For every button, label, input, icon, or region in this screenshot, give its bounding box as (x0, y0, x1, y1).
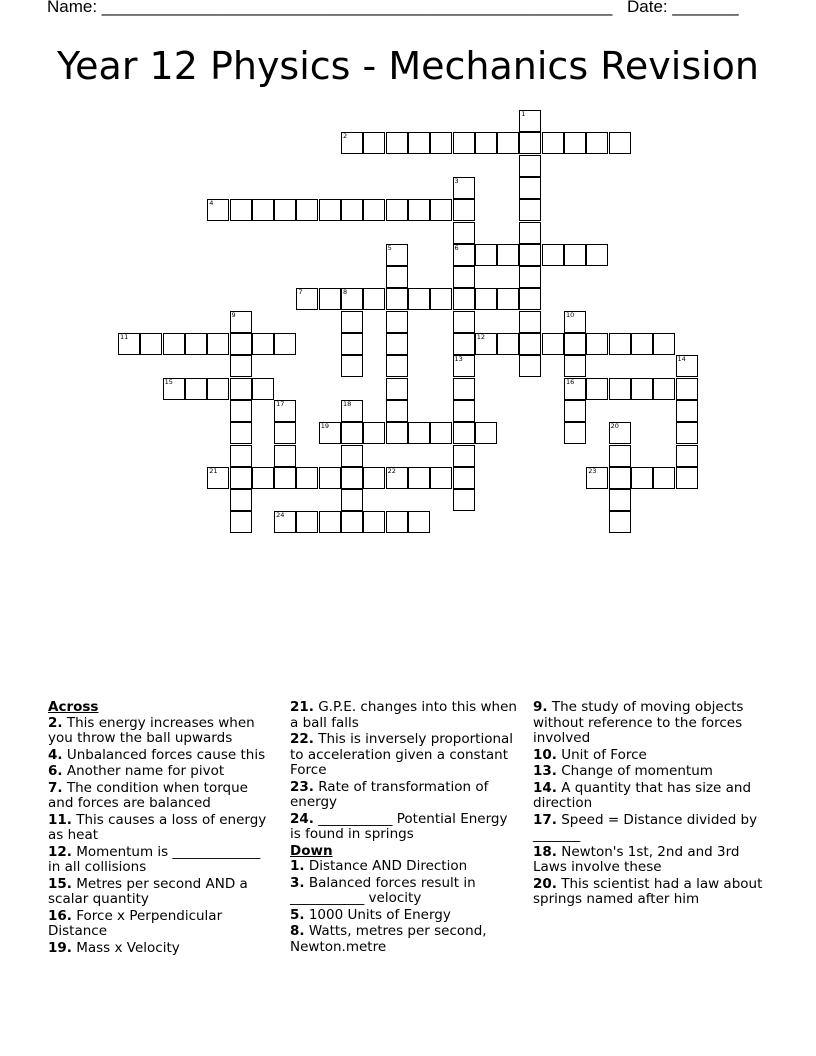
grid-cell[interactable] (631, 378, 653, 400)
grid-cell[interactable] (296, 511, 318, 533)
grid-cell[interactable] (631, 467, 653, 489)
grid-cell[interactable] (519, 222, 541, 244)
grid-cell[interactable] (475, 244, 497, 266)
cell-number: 21 (209, 466, 218, 475)
cell-number: 10 (566, 310, 575, 319)
cell-number: 12 (476, 333, 486, 341)
grid-cell[interactable] (497, 132, 519, 154)
cell-number: 13 (454, 355, 463, 364)
grid-cell[interactable] (296, 199, 318, 221)
date-field-label: Date: _______ (627, 0, 739, 16)
grid-cell[interactable] (453, 422, 475, 444)
grid-cell[interactable] (252, 199, 274, 221)
cell-number: 23 (588, 466, 597, 475)
grid-cell[interactable] (363, 288, 385, 310)
grid-cell[interactable] (453, 311, 475, 333)
grid-cell[interactable] (341, 355, 363, 377)
clue-across-4: 4. Unbalanced forces cause this (48, 746, 266, 763)
grid-cell[interactable] (363, 422, 385, 444)
cell-number: 18 (343, 399, 352, 408)
name-field-label: Name: ______________________________________________________ (47, 0, 613, 16)
grid-cell[interactable] (676, 445, 698, 467)
clue-down-10: 10. Unit of Force (533, 746, 647, 763)
grid-cell[interactable] (631, 333, 653, 355)
grid-cell[interactable] (519, 244, 541, 266)
grid-cell[interactable] (453, 266, 475, 288)
grid-cell[interactable] (230, 511, 252, 533)
grid-cell[interactable] (386, 288, 408, 310)
clue-down-13: 13. Change of momentum (533, 763, 713, 779)
grid-cell[interactable] (341, 333, 363, 355)
clue-across-16: 16. Force x Perpendicular Distance (48, 907, 223, 939)
grid-cell[interactable] (386, 199, 408, 221)
grid-cell[interactable] (386, 511, 408, 533)
clue-down-8: 8. Watts, metres per second, Newton.metre (290, 923, 487, 955)
grid-cell[interactable] (453, 445, 475, 467)
grid-cell[interactable] (230, 467, 252, 489)
cell-number: 1 (521, 110, 526, 118)
grid-cell[interactable] (609, 467, 631, 489)
grid-cell[interactable] (230, 333, 252, 355)
grid-cell[interactable] (408, 422, 430, 444)
grid-cell[interactable] (519, 155, 541, 177)
cell-number: 3 (454, 176, 459, 185)
grid-cell[interactable] (430, 199, 452, 221)
grid-cell[interactable] (386, 378, 408, 400)
grid-cell[interactable] (408, 511, 430, 533)
grid-cell[interactable] (453, 288, 475, 310)
grid-cell[interactable] (430, 288, 452, 310)
grid-cell[interactable] (653, 378, 675, 400)
grid-cell[interactable] (230, 422, 252, 444)
grid-cell[interactable] (207, 378, 229, 400)
grid-cell[interactable] (185, 378, 207, 400)
grid-cell[interactable] (430, 422, 452, 444)
grid-cell[interactable] (408, 467, 430, 489)
grid-cell[interactable] (386, 422, 408, 444)
grid-cell[interactable] (676, 378, 698, 400)
grid-cell[interactable] (274, 445, 296, 467)
cell-number: 19 (320, 422, 329, 431)
grid-cell[interactable] (453, 333, 475, 355)
cell-number: 8 (343, 288, 348, 297)
grid-cell[interactable] (230, 445, 252, 467)
grid-cell[interactable] (609, 132, 631, 154)
cell-number: 22 (387, 466, 396, 475)
clue-across-12: 12. Momentum is _____________ in all collisions (48, 843, 261, 875)
grid-cell[interactable] (564, 400, 586, 422)
grid-cell[interactable] (609, 489, 631, 511)
grid-cell[interactable] (163, 333, 185, 355)
grid-cell[interactable] (274, 467, 296, 489)
grid-cell[interactable] (564, 378, 586, 400)
clue-across-19: 19. Mass x Velocity (48, 939, 180, 956)
grid-cell[interactable] (408, 199, 430, 221)
grid-cell[interactable] (453, 355, 475, 377)
grid-cell[interactable] (564, 422, 586, 444)
clue-across-21: 21. G.P.E. changes into this when a ball falls (290, 699, 517, 731)
clue-across-24: 24. ___________ Potential Energy is found in springs (290, 810, 508, 842)
grid-cell[interactable] (296, 467, 318, 489)
grid-cell[interactable] (519, 355, 541, 377)
grid-cell[interactable] (475, 132, 497, 154)
grid-cell[interactable] (274, 333, 296, 355)
grid-cell[interactable] (453, 199, 475, 221)
grid-cell[interactable] (609, 333, 631, 355)
grid-cell[interactable] (497, 288, 519, 310)
clue-across-23: 23. Rate of transformation of energy (290, 778, 489, 810)
grid-cell[interactable] (519, 132, 541, 154)
grid-cell[interactable] (230, 400, 252, 422)
cell-number: 24 (276, 511, 285, 520)
cell-number: 11 (120, 333, 129, 341)
grid-cell[interactable] (230, 199, 252, 221)
grid-cell[interactable] (207, 199, 229, 221)
grid-cell[interactable] (586, 467, 608, 489)
grid-cell[interactable] (564, 311, 586, 333)
cell-number: 2 (343, 132, 348, 141)
clue-down-3: 3. Balanced forces result in ___________ velocity (290, 874, 476, 906)
grid-cell[interactable] (609, 378, 631, 400)
grid-cell[interactable] (386, 467, 408, 489)
grid-cell[interactable] (207, 333, 229, 355)
grid-cell[interactable] (341, 445, 363, 467)
grid-cell[interactable] (319, 467, 341, 489)
grid-cell[interactable] (653, 333, 675, 355)
grid-cell[interactable] (341, 511, 363, 533)
grid-cell[interactable] (341, 311, 363, 333)
grid-cell[interactable] (519, 199, 541, 221)
grid-cell[interactable] (653, 467, 675, 489)
grid-cell[interactable] (475, 422, 497, 444)
grid-cell[interactable] (586, 244, 608, 266)
grid-cell[interactable] (453, 467, 475, 489)
grid-cell[interactable] (519, 266, 541, 288)
cell-number: 14 (677, 355, 686, 364)
grid-cell[interactable] (519, 110, 541, 132)
grid-cell[interactable] (676, 467, 698, 489)
grid-cell[interactable] (453, 244, 475, 266)
grid-cell[interactable] (230, 489, 252, 511)
grid-cell[interactable] (542, 132, 564, 154)
grid-cell[interactable] (252, 378, 274, 400)
grid-cell[interactable] (453, 400, 475, 422)
grid-cell[interactable] (274, 511, 296, 533)
down-heading: Down (290, 842, 333, 859)
grid-cell[interactable] (118, 333, 140, 355)
clue-across-2: 2. This energy increases when you throw the ball upwards (48, 714, 255, 746)
clue-down-20: 20. This scientist had a law about springs named after him (533, 875, 763, 907)
grid-cell[interactable] (363, 199, 385, 221)
grid-cell[interactable] (230, 355, 252, 377)
grid-cell[interactable] (564, 244, 586, 266)
grid-cell[interactable] (341, 467, 363, 489)
grid-cell[interactable] (274, 422, 296, 444)
cell-number: 15 (164, 377, 173, 386)
grid-cell[interactable] (274, 400, 296, 422)
clue-column-3 (533, 700, 763, 909)
grid-cell[interactable] (386, 355, 408, 377)
grid-cell[interactable] (207, 467, 229, 489)
clue-across-11: 11. This causes a loss of energy as heat (48, 811, 267, 843)
grid-cell[interactable] (386, 132, 408, 154)
grid-cell[interactable] (408, 132, 430, 154)
clue-down-14: 14. A quantity that has size and direction (533, 779, 752, 811)
cell-number: 17 (276, 399, 285, 408)
grid-cell[interactable] (386, 244, 408, 266)
clue-down-1: 1. Distance AND Direction (290, 858, 468, 874)
grid-cell[interactable] (319, 422, 341, 444)
grid-cell[interactable] (252, 333, 274, 355)
page-title: Year 12 Physics - Mechanics Revision (56, 44, 760, 88)
grid-cell[interactable] (609, 422, 631, 444)
clue-down-9: 9. The study of moving objects without reference to the forces involved (533, 699, 744, 746)
grid-cell[interactable] (475, 333, 497, 355)
grid-cell[interactable] (564, 132, 586, 154)
grid-cell[interactable] (497, 333, 519, 355)
cell-number: 9 (231, 310, 236, 319)
grid-cell[interactable] (386, 333, 408, 355)
clue-across-6: 6. Another name for pivot (48, 763, 225, 779)
grid-cell[interactable] (542, 244, 564, 266)
grid-cell[interactable] (586, 378, 608, 400)
grid-cell[interactable] (609, 511, 631, 533)
grid-cell[interactable] (363, 467, 385, 489)
grid-cell[interactable] (453, 132, 475, 154)
grid-cell[interactable] (252, 467, 274, 489)
grid-cell[interactable] (341, 489, 363, 511)
grid-cell[interactable] (676, 355, 698, 377)
grid-cell[interactable] (475, 288, 497, 310)
grid-cell[interactable] (386, 311, 408, 333)
grid-cell[interactable] (341, 422, 363, 444)
grid-cell[interactable] (430, 467, 452, 489)
grid-cell[interactable] (341, 288, 363, 310)
grid-cell[interactable] (564, 333, 586, 355)
cell-number: 4 (209, 199, 214, 208)
cell-number: 20 (610, 422, 619, 431)
clue-down-17: 17. Speed = Distance divided by _______ (533, 811, 758, 843)
grid-cell[interactable] (609, 445, 631, 467)
grid-cell[interactable] (586, 333, 608, 355)
grid-cell[interactable] (230, 378, 252, 400)
grid-cell[interactable] (341, 199, 363, 221)
grid-cell[interactable] (163, 378, 185, 400)
cell-number: 6 (454, 243, 459, 252)
grid-cell[interactable] (453, 177, 475, 199)
grid-cell[interactable] (363, 132, 385, 154)
grid-cell[interactable] (363, 511, 385, 533)
grid-cell[interactable] (586, 132, 608, 154)
grid-cell[interactable] (519, 333, 541, 355)
grid-cell[interactable] (341, 132, 363, 154)
clue-across-7: 7. The condition when torque and forces are balanced (48, 779, 248, 811)
grid-cell[interactable] (453, 222, 475, 244)
grid-cell[interactable] (564, 355, 586, 377)
grid-cell[interactable] (319, 288, 341, 310)
grid-cell[interactable] (296, 288, 318, 310)
grid-cell[interactable] (230, 311, 252, 333)
grid-cell[interactable] (519, 177, 541, 199)
clue-across-22: 22. This is inversely proportional to acceleration given a constant Force (290, 731, 514, 778)
clue-column-1 (48, 700, 276, 957)
grid-cell[interactable] (386, 266, 408, 288)
grid-cell[interactable] (519, 311, 541, 333)
grid-cell[interactable] (497, 244, 519, 266)
grid-cell[interactable] (274, 199, 296, 221)
across-heading: Across (48, 699, 99, 715)
grid-cell[interactable] (319, 511, 341, 533)
cell-number: 7 (298, 288, 303, 297)
clue-column-2 (290, 700, 522, 956)
grid-cell[interactable] (676, 422, 698, 444)
clue-down-5: 5. 1000 Units of Energy (290, 906, 451, 923)
grid-cell[interactable] (542, 333, 564, 355)
cell-number: 16 (566, 377, 575, 386)
grid-cell[interactable] (519, 288, 541, 310)
grid-cell[interactable] (185, 333, 207, 355)
grid-cell[interactable] (676, 400, 698, 422)
grid-cell[interactable] (408, 288, 430, 310)
grid-cell[interactable] (319, 199, 341, 221)
cell-number: 5 (387, 243, 392, 252)
clue-across-15: 15. Metres per second AND a scalar quantity (48, 875, 248, 907)
grid-cell[interactable] (430, 132, 452, 154)
grid-cell[interactable] (386, 400, 408, 422)
grid-cell[interactable] (341, 400, 363, 422)
clue-down-18: 18. Newton's 1st, 2nd and 3rd Laws involve these (533, 843, 740, 875)
grid-cell[interactable] (140, 333, 162, 355)
grid-cell[interactable] (453, 489, 475, 511)
grid-cell[interactable] (453, 378, 475, 400)
